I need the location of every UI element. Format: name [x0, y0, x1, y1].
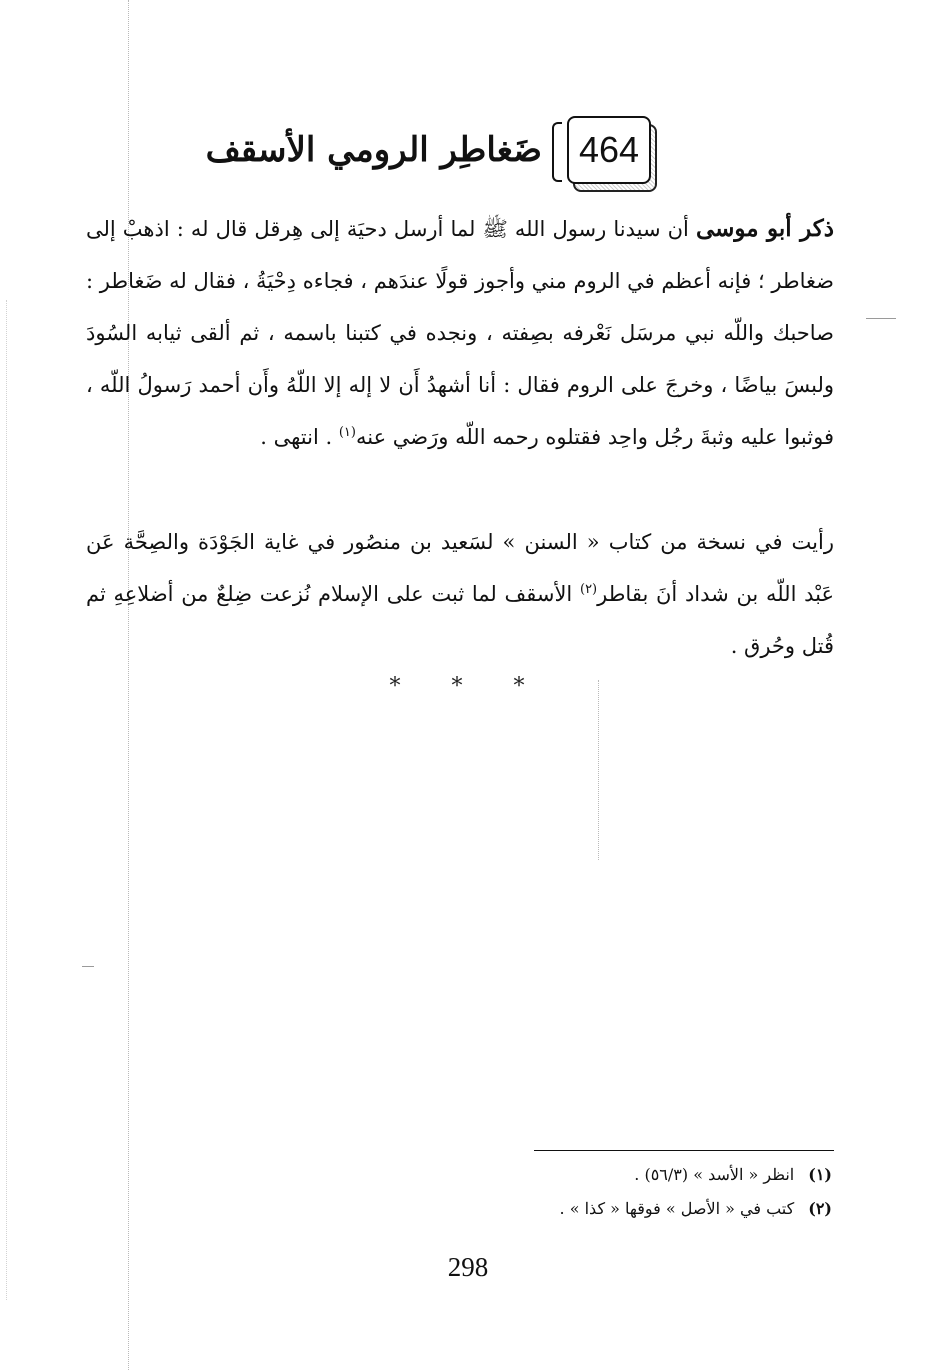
footnote-ref-1: (١) [338, 425, 356, 440]
footnote-ref-2: (٢) [579, 582, 598, 597]
paragraph-1-tail: . انتهى . [260, 425, 333, 449]
scan-artifact [6, 300, 7, 1300]
scan-artifact [598, 680, 599, 860]
paragraph-1-lead: ذكر أبو موسى [695, 215, 834, 242]
paragraph-1-text: أن سيدنا رسول الله ﷺ لما أرسل دحيَة إلى هِرقل قال له : اذهبْ إلى ضغاطر ؛ فإنه أعظم في الروم مني وأجوز قولًا عندَهم ، فجاءه دِحْيَةُ ، فقال له ضَغاطر : صاحبك واللّه نبي مرسَل نَعْرفه بصِفته ، ونجده في كتبنا باسمه ، ثم ألقى ثيابه السُودَ ولبسَ بياضًا ، وخرجَ على الروم فقال : أنا أشهدُ أَن لا إله إلا اللّهُ وأَن أحمد رَسولُ اللّه ، فوثبوا عليه وثبةَ رجُل واحِد فقتلوه رحمه اللّه ورَضي عنه [86, 217, 834, 449]
paragraph-2-text-after: الأسقف لما ثبت على الإسلام نُزعت ضِلعٌ من أضلاعِهِ ثم قُتل وحُرق . [86, 582, 834, 658]
scan-artifact [866, 318, 896, 319]
footnote-rule [534, 1150, 834, 1151]
footnote-2-text: كتب في « الأصل » فوقها « كذا » . [559, 1199, 795, 1218]
scan-artifact [82, 966, 94, 967]
paragraph-1 [86, 203, 834, 463]
page-number: 298 [447, 1252, 489, 1282]
number-box-bracket [552, 122, 562, 182]
paragraph-2-text-before: رأيت في نسخة من كتاب « السنن » لسَعيد بن منصُور في غاية الجَوْدَة والصِحَّة عَن عَبْد اللّه بن شداد أنَ بقاطر [86, 530, 834, 606]
entry-title: ضَغاطِر الرومي الأسقف [205, 130, 542, 170]
footnotes [380, 1158, 832, 1226]
entry-header [0, 112, 936, 184]
paragraph-2 [86, 516, 834, 672]
entry-number: 464 [567, 116, 651, 184]
section-separator: * * * [389, 674, 547, 699]
footnote-1-number: (١) [808, 1165, 832, 1184]
footnote-2-number: (٢) [808, 1199, 832, 1218]
footnote-2 [380, 1192, 832, 1226]
footnote-1-text: انظر « الأسد » (٥٦/٣) . [634, 1165, 795, 1184]
footnote-1 [380, 1158, 832, 1192]
